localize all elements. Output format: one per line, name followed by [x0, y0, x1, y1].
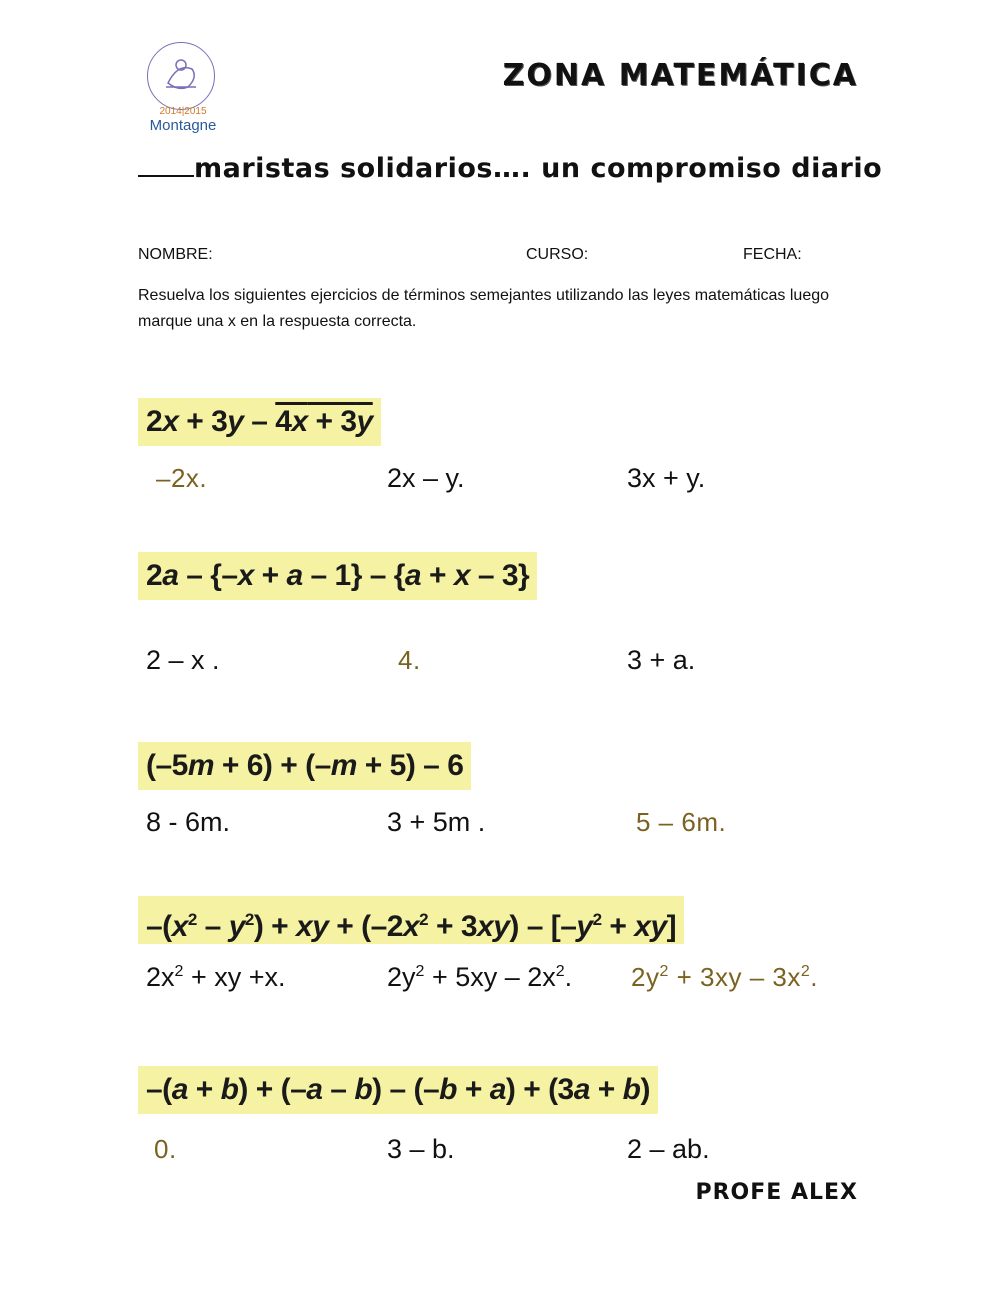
exercise-1-option-3[interactable]: 3x + y.	[627, 463, 706, 493]
logo-years: 2014|2015	[159, 106, 207, 117]
exercise-3-option-2[interactable]: 3 + 5m .	[387, 807, 486, 837]
exercise-4-expression: $-(x^2 - y^2)$ + xy + $(-2x^2 + 3xy) - [-y^2 + xy]$	[138, 896, 684, 944]
curso-label: CURSO:	[526, 246, 589, 263]
exercise-4-option-2[interactable]: $2y^2 + 5xy - 2x^2$.	[387, 962, 573, 992]
fecha-label: FECHA:	[743, 246, 802, 263]
exercise-2-option-3[interactable]: 3 + a.	[627, 645, 696, 675]
blank-line	[138, 153, 194, 177]
exercise-4-option-3[interactable]: $2y^2 + 3xy - 3x^2$.	[631, 962, 818, 992]
exercise-3-option-1[interactable]: 8 - 6m.	[146, 807, 231, 837]
exercise-3-option-3[interactable]: 5 – 6m.	[636, 807, 727, 837]
exercise-2-option-1[interactable]: 2 – x .	[146, 645, 220, 675]
nombre-label: NOMBRE:	[138, 246, 213, 263]
motto	[138, 153, 882, 184]
school-logo	[138, 40, 234, 140]
exercise-3-expression: (–5m + 6) + (–m + 5) – 6	[138, 742, 471, 790]
logo-emblem-icon	[147, 42, 215, 110]
exercise-2-option-2[interactable]: 4.	[398, 645, 421, 675]
logo-name: Montagne	[149, 117, 217, 134]
author-signature: PROFE ALEX	[695, 1180, 858, 1205]
exercise-5-option-1[interactable]: 0.	[154, 1134, 177, 1164]
exercise-5-option-3[interactable]: 2 – ab.	[627, 1134, 710, 1164]
exercise-5-expression: –(a + b) + (–a – b) – (–b + a) + (3a + b)	[138, 1066, 658, 1114]
page-title: ZONA MATEMÁTICA	[502, 58, 858, 93]
exercise-5-option-2[interactable]: 3 – b.	[387, 1134, 455, 1164]
exercise-2-expression: 2a – {–x + a – 1} – {a + x – 3}	[138, 552, 537, 600]
motto-text: maristas solidarios…. un compromiso diario	[194, 153, 883, 184]
exercise-1-option-2[interactable]: 2x – y.	[387, 463, 465, 493]
exercise-1-option-1[interactable]: –2x.	[156, 463, 208, 493]
instructions: Resuelva los siguientes ejercicios de términos semejantes utilizando las leyes matemáticas luego marque una x en la respuesta correcta.	[138, 287, 830, 330]
exercise-4-option-1[interactable]: $2x^2$ + xy +x.	[146, 962, 286, 992]
exercise-1-expression: 2x + 3y – 4x + 3y	[138, 398, 381, 446]
